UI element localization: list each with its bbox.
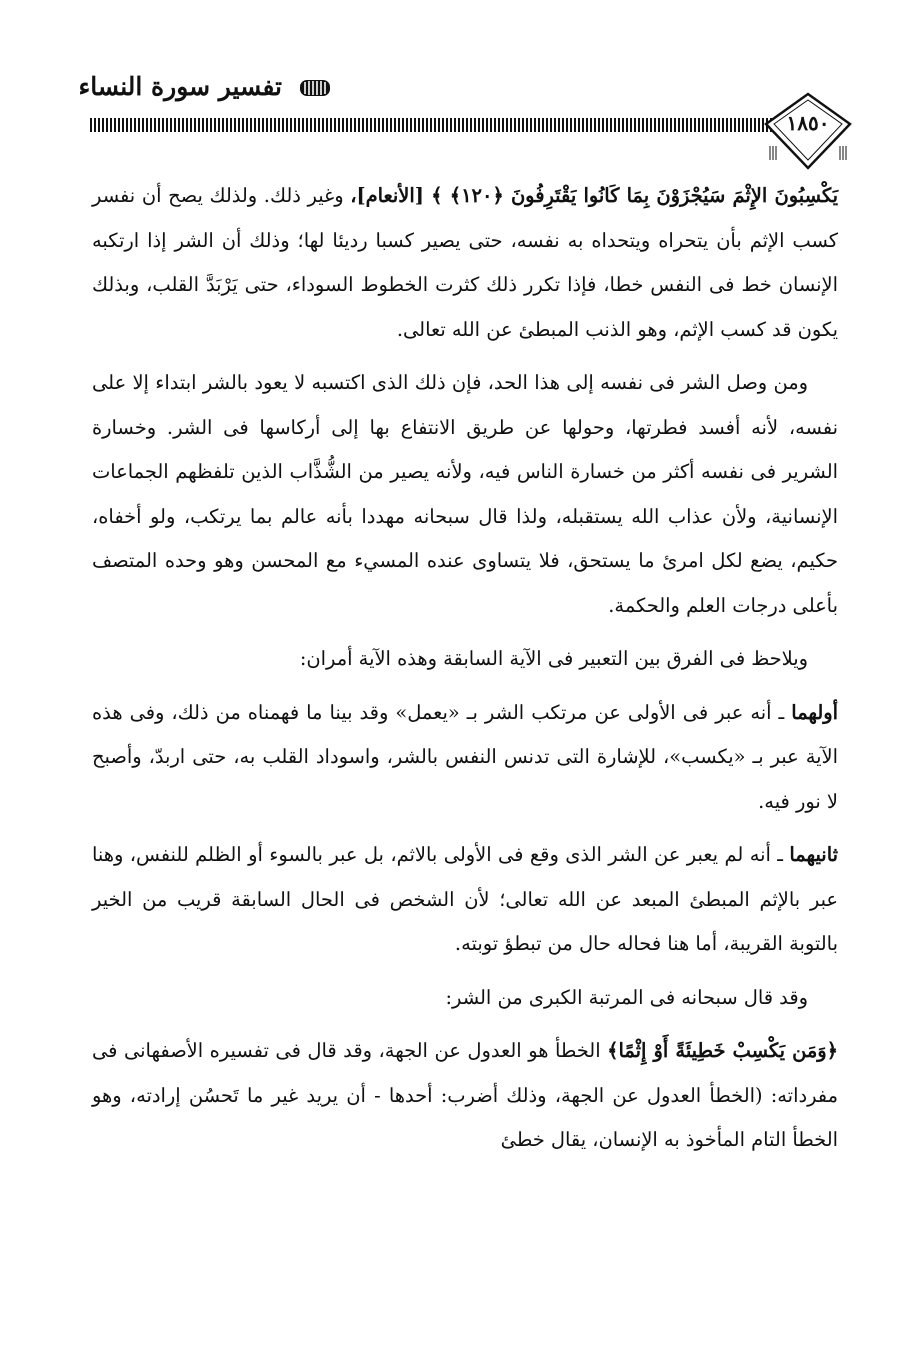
paragraph-5 [92, 833, 838, 967]
page-number: ١٨٥٠ [786, 111, 830, 135]
paragraph-text: ويلاحظ فى الفرق بين التعبير فى الآية السابقة وهذه الآية أمران: [299, 647, 808, 670]
paragraph-text: ـ أنه عبر فى الأولى عن مرتكب الشر بـ «يعمل» وقد بينا ما فهمناه من ذلك، وفى هذه الآية عبر بـ «يكسب»، للإشارة التى تدنس النفس بالشر، واسوداد القلب به، حتى اربدّ، وأصبح لا نور فيه. [92, 700, 838, 813]
quran-verse: ﴿وَمَن يَكْسِبْ خَطِيئَةً أَوْ إِثْمًا﴾ [607, 1039, 839, 1062]
paragraph-7 [92, 1029, 838, 1163]
quran-verse: يَكْسِبُونَ الإِثْمَ سَيُجْزَوْنَ بِمَا كَانُوا يَقْتَرِفُونَ ﴿١٢٠﴾ ﴾ [الأنعام]، [350, 184, 838, 207]
point-heading: ثانيهما [789, 843, 838, 866]
point-heading: أولهما [791, 700, 838, 724]
paragraph-3 [92, 637, 838, 682]
paragraph-6 [92, 976, 838, 1021]
paragraph-text: وقد قال سبحانه فى المرتبة الكبرى من الشر: [445, 985, 808, 1009]
paragraph-text: ومن وصل الشر فى نفسه إلى هذا الحد، فإن ذلك الذى اكتسبه لا يعود بالشر ابتداء إلا على نفسه، لأنه أفسد فطرتها، وحولها عن طريق الانتفاع بها إلى أركاسها فى الشر. وخسارة الشرير فى نفسه أكثر من خسارة الناس فيه، ولأنه يصير من الشُّذَّاب الذين تلفظهم الجماعات الإنسانية، ولأن عذاب الله يستقبله، ولذا قال سبحانه مهددا بأنه عالم بما يرتكب، ولو أخفاه، حكيم، يضع لكل امرئ ما يستحق، فلا يتساوى عنده المسيء مع المحسن وهو وحده المتصف بأعلى درجات العلم والحكمة. [92, 371, 838, 617]
body-text [92, 174, 838, 1172]
header-ornament-icon [298, 76, 332, 100]
paragraph-1 [92, 174, 838, 352]
paragraph-text: وغير ذلك. ولذلك يصح أن نفسر كسب الإثم بأن يتحراه ويتحداه به نفسه، حتى يصير كسبا رديئا لها؛ وذلك أن الشر إذا ارتكبه الإنسان خط فى النفس خطا، فإذا تكرر ذلك كثرت الخطوط السوداء، حتى يَرْبَدَّ القلب، وبذلك يكون قد كسب الإثم، وهو الذنب المبطئ عن الله تعالى. [92, 184, 838, 341]
paragraph-text: الخطأ هو العدول عن الجهة، وقد قال فى تفسيره الأصفهانى فى مفرداته: (الخطأ العدول عن الجهة، وذلك أضرب: أحدها - أن يريد غير ما تَحسُن إرادته، وهو الخطأ التام المأخوذ به الإنسان، يقال خطئ [92, 1039, 838, 1151]
paragraph-text: ـ أنه لم يعبر عن الشر الذى وقع فى الأولى بالاثم، بل عبر بالسوء أو الظلم للنفس، وهنا عبر بالإثم المبطئ المبعد عن الله تعالى؛ لأن الشخص فى الحال السابقة قريب من الخير بالتوبة القريبة، أما هنا فحاله حال من تبطؤ توبته. [92, 843, 838, 955]
header-rule [90, 118, 780, 132]
paragraph-2 [92, 361, 838, 628]
header-title: تفسير سورة النساء [78, 72, 282, 101]
paragraph-4 [92, 691, 838, 825]
